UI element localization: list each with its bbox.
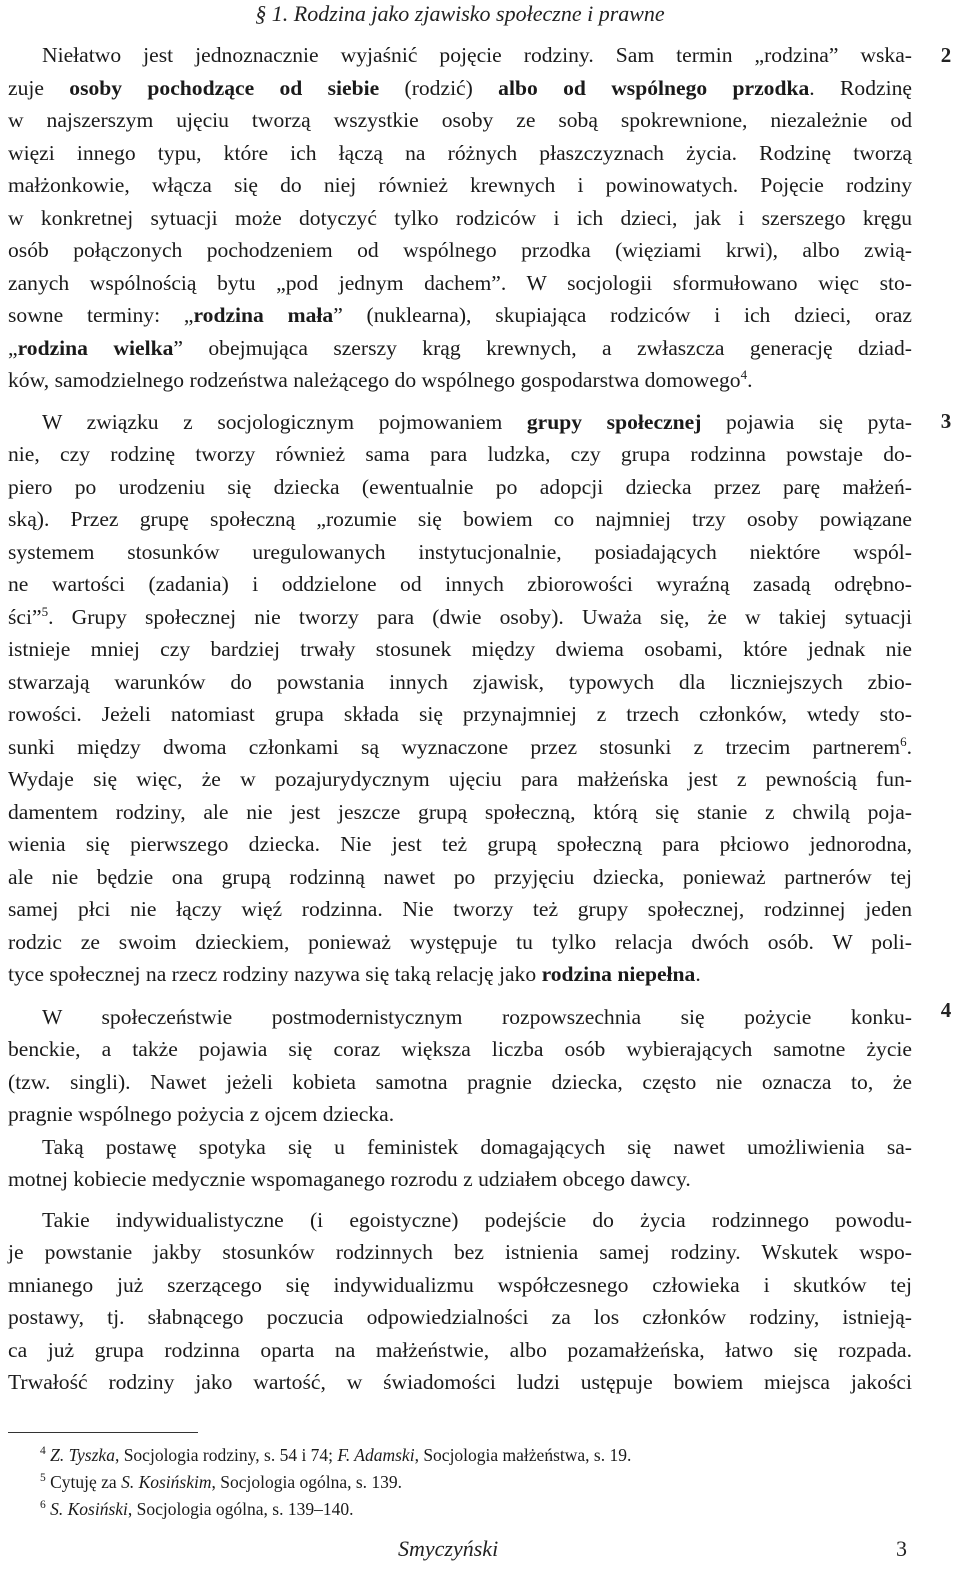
text-line: ską). Przez grupę społeczną „rozumie się bowiem co najmniej trzy osoby powiązane (8, 507, 912, 531)
author-name: Z. Tyszka (50, 1445, 115, 1465)
margin-number: 2 (940, 43, 952, 67)
footnote-marker: 5 (41, 603, 49, 619)
text-line: w konkretnej sytuacji może dotyczyć tylko rodziców i ich dzieci, jak i szerszego kręgu (8, 205, 912, 230)
text-line: ne wartości (zadania) i oddzielone od innych zbiorowości wyraźną zasadą odrębno- (8, 572, 912, 596)
page-number: 3 (896, 1536, 907, 1561)
footnotes (40, 1442, 900, 1523)
text-line: postawy, tj. słabnącego poczucia odpowiedzialności za los członków rodziny, istnieją- (8, 1305, 912, 1329)
text-line: zuje osoby pochodzące od siebie (rodzić) albo od wspólnego przodka. Rodzinę (8, 75, 912, 100)
text-line: w najszerszym ujęciu tworzą wszystkie osoby ze sobą spokrewnione, niezależnie od (8, 108, 912, 132)
text-line: ca już grupa rodzinna oparta na małżeństwie, albo pozamałżeńska, łatwo się rozpada. (8, 1337, 912, 1362)
text-line: małżonkowie, włącza się do niej również krewnych i powinowatych. Pojęcie rodziny (8, 173, 912, 197)
footnote: $^6$ S. Kosiński, Socjologia ogólna, s. 139–140. (40, 1499, 354, 1519)
text-line: sunki między dwoma członkami są wyznaczone przez stosunki z trzecim partnerem$^6$. (8, 733, 912, 759)
footnote-marker: 6 (40, 1499, 46, 1511)
text-line: benckie, a także pojawia się coraz większa liczba osób wybierających samotne życie (8, 1037, 912, 1061)
running-header: § 1. Rodzina jako zjawisko społeczne i prawne (255, 1, 665, 26)
footnote-marker: 6 (900, 733, 907, 749)
text-line: ale nie będzie ona grupą rodzinną nawet po przyjęciu dziecka, ponieważ partnerów tej (8, 864, 912, 889)
footer-author: Smyczyński (398, 1536, 499, 1561)
text-line: więzi innego typu, które ich łączą na różnych płaszczyznach życia. Rodzinę tworzą (8, 140, 912, 165)
text-line: osób połączonych pochodzeniem od wspólnego przodka (więziami krwi), albo zwią- (8, 238, 912, 262)
margin-number: 4 (940, 998, 952, 1022)
text-line: rodzic ze swoim dzieckiem, ponieważ występuje tu tylko relacja dwóch osób. W poli- (8, 929, 912, 954)
text-line: „rodzina wielka” obejmująca szerszy krąg krewnych, a zwłaszcza generację dziad- (8, 335, 912, 360)
text-line: W społeczeństwie postmodernistycznym rozpowszechnia się pożycie konku- (42, 1004, 912, 1029)
paragraph (8, 1001, 912, 1131)
text-line: W związku z socjologicznym pojmowaniem grupy społecznej pojawia się pyta- (42, 409, 912, 434)
text-line: istnieje mniej czy bardziej trwały stosunek między dwiema osobami, które jednak nie (8, 637, 912, 661)
bold-term: rodzina niepełna (541, 962, 696, 986)
author-name: F. Adamski (337, 1445, 415, 1465)
footnote-marker: 5 (40, 1472, 46, 1484)
text-line: stwarzają warunków do powstania innych zjawisk, typowych dla liczniejszych zbio- (8, 669, 912, 694)
text-line: sowne terminy: „rodzina mała” (nuklearna), skupiająca rodziców i ich dzieci, oraz (8, 303, 912, 327)
footnote-separator (8, 1432, 198, 1433)
bold-term: grupy społecznej (526, 409, 702, 434)
text-line: pragnie wspólnego pożycia z ojcem dziecka. (8, 1102, 395, 1126)
text-line: samej płci nie łączy więź rodzinna. Nie tworzy też grupy społecznej, rodzinnej jeden (8, 897, 912, 921)
paragraph (8, 1204, 912, 1399)
text-line: Trwałość rodziny jako wartość, w świadomości ludzi ustępuje bowiem miejsca jakości (8, 1370, 912, 1394)
bold-term: albo od wspólnego przodka (498, 75, 810, 100)
text-line: Wydaje się więc, że w pozajurydycznym ujęciu para małżeńska jest z pewnością fun- (8, 767, 912, 791)
text-line: ści”$^5$. Grupy społecznej nie tworzy para (dwie osoby). Uważa się, że w takiej sytuacji (8, 603, 912, 629)
text-line: mnianego już szerzącego się indywidualizmu współczesnego człowieka i skutków tej (8, 1272, 912, 1297)
text-line: (tzw. singli). Nawet jeżeli kobieta samotna pragnie dziecka, często nie oznacza to, że (8, 1069, 912, 1094)
text-line: wienia się pierwszego dziecka. Nie jest też grupą społeczną para płciowo jednorodna, (8, 832, 912, 856)
footnote-marker: 4 (740, 367, 748, 382)
text-line: piero po urodzeniu się dziecka (ewentualnie po adopcji dziecka przez parę małżeń- (8, 474, 912, 499)
footnote: $^5$ Cytuję za S. Kosińskim, Socjologia ogólna, s. 139. (40, 1472, 403, 1492)
bold-term: osoby pochodzące od siebie (69, 75, 380, 100)
author-name: S. Kosińskim (121, 1472, 212, 1492)
text-line: systemem stosunków uregulowanych instytucjonalnie, posiadających niektóre wspól- (8, 539, 912, 564)
text-line: je powstanie jakby stosunków rodzinnych bez istnienia samej rodziny. Wskutek wspo- (8, 1240, 912, 1264)
text-line: zanych wspólnością bytu „pod jednym dachem”. W socjologii sformułowano więc sto- (8, 270, 912, 295)
paragraph (8, 39, 912, 397)
text-line: damentem rodziny, ale nie jest jeszcze grupą społeczną, którą się stanie z chwilą poja- (8, 799, 912, 824)
footnote: $^4$ Z. Tyszka, Socjologia rodziny, s. 54 i 74; F. Adamski, Socjologia małżeństwa, s. 19. (40, 1445, 632, 1465)
text-line: motnej kobiecie medycznie wspomaganego rozrodu z udziałem obcego dawcy. (8, 1167, 691, 1191)
text-line: ków, samodzielnego rodzeństwa należącego do wspólnego gospodarstwa domowego$^4$. (8, 367, 753, 392)
margin-number: 3 (940, 409, 952, 433)
paragraph (8, 1131, 912, 1196)
bold-term: rodzina wielka (17, 335, 174, 360)
text-line: Niełatwo jest jednoznacznie wyjaśnić pojęcie rodziny. Sam termin „rodzina” wska- (42, 43, 912, 67)
text-line: Takie indywidualistyczne (i egoistyczne) podejście do życia rodzinnego powodu- (42, 1207, 912, 1232)
text-line: Taką postawę spotyka się u feministek domagających się nawet umożliwienia sa- (42, 1134, 912, 1159)
footnote-marker: 4 (40, 1445, 46, 1457)
text-line: nie, czy rodzinę tworzy również sama para ludzka, czy grupa rodzinna powstaje do- (8, 442, 912, 466)
main-text (8, 39, 912, 1399)
paragraph (8, 406, 912, 991)
text-line: tyce społecznej na rzecz rodziny nazywa się taką relację jako rodzina niepełna. (8, 962, 701, 986)
text-line: rowości. Jeżeli natomiast grupa składa się przynajmniej z trzech członków, wtedy sto- (8, 702, 912, 726)
author-name: S. Kosiński (50, 1499, 128, 1519)
bold-term: rodzina mała (193, 303, 334, 327)
